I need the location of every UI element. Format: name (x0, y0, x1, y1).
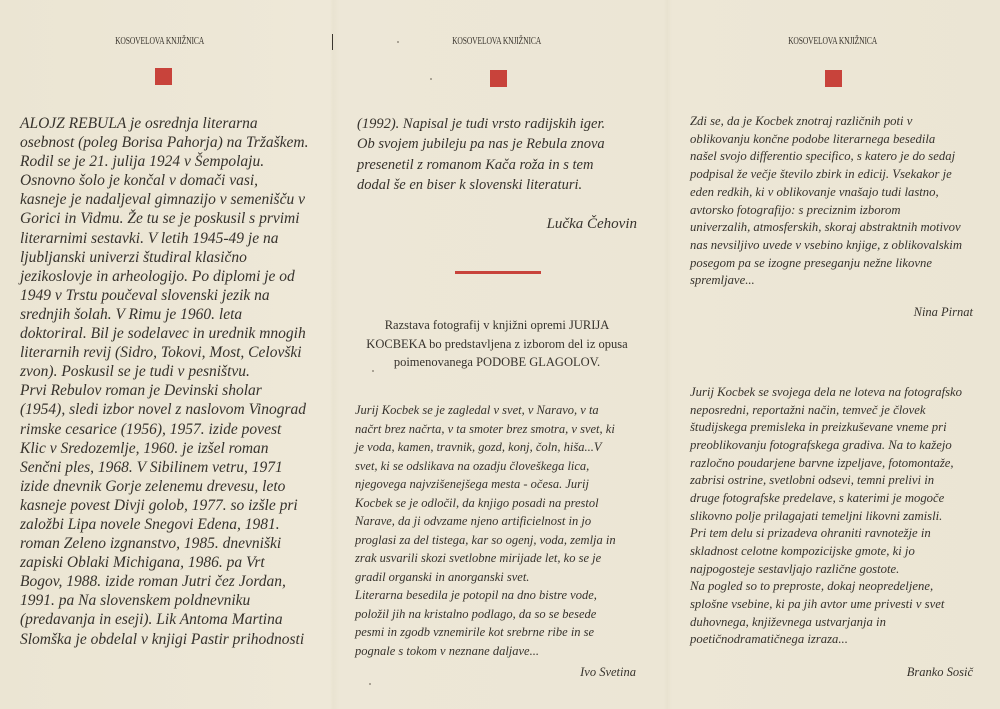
text-line: literarnih revij (Sidro, Tokovi, Most, Celovški (20, 344, 302, 362)
text-line: Na pogled so to preproste, dokaj neopredeljene, (690, 579, 934, 594)
text-line: avtorsko fotografijo: s preciznim izborom (690, 202, 901, 217)
red-square-ornament (490, 70, 507, 87)
text-line: pognale s tokom v neznane daljave... (355, 643, 539, 658)
text-line: 1949 v Trstu poučeval slovenski jezik na (20, 286, 270, 304)
author-signature: Branko Sosič (906, 665, 973, 679)
text-line: poimenovanega PODOBE GLAGOLOV. (393, 355, 601, 369)
text-line: spremljave... (690, 273, 755, 288)
text-line: neposredni, reportažni način, temveč je človek (690, 402, 926, 417)
text-line: Klic v Sredozemlje, 1960. je izšel roman (20, 439, 269, 457)
text-line: nas nevsiljivo uvede v vsebino knjige, z oblikovalskim (690, 237, 962, 252)
text-line: načrt brez načrta, v ta smoter brez smotra, v svet, ki (355, 421, 615, 436)
text-line: doktoriral. Bil je sodelavec in urednik mnogih (20, 325, 306, 343)
text-line: poetičnodramatičnega izraza... (690, 632, 848, 647)
author-signature: Nina Pirnat (913, 305, 973, 319)
text-line: druge fotografske predelave, s katerimi je mogoče (690, 490, 945, 505)
text-line: pesmi in zgodb vznemirile kot srebrne ribe in se (355, 625, 595, 639)
text-line: osebnost (poleg Borisa Pahorja) na Tržaškem. (20, 134, 309, 152)
text-line: Bogov, 1988. izide roman Jutri čez Jordan, (20, 573, 286, 591)
text-line: KOCBEKA bo predstavljena z izborom del iz opusa (366, 336, 628, 351)
text-line: Zdi se, da je Kocbek znotraj različnih poti v (690, 114, 913, 128)
text-line: zrak usvarili skozi svetlobne mirijade let, ko se je (355, 551, 602, 565)
exhibition-notice (347, 316, 647, 372)
text-line: roman Zeleno izgnanstvo, 1985. dnevniški (20, 535, 282, 553)
text-line: kasneje povest Divji golob, 1977. so izšle pri (20, 496, 298, 514)
text-line: (1992). Napisal je tudi vrsto radijskih iger. (357, 116, 606, 132)
text-line: izide dnevnik Gorje zelenemu drevesu, leto (20, 477, 286, 495)
text-line: gradil organski in anorganski svet. (355, 569, 530, 584)
text-line: rimske cesarice (1956), 1957. izide povest (20, 420, 282, 438)
text-line: preoblikovanju fotografskega gradiva. Na to kažejo (690, 437, 952, 452)
paper-speck (369, 683, 371, 685)
text-line: položil jih na kristalno podlago, da so se besede (355, 606, 597, 621)
text-line: proglasi za del tistega, kar so ogenj, voda, zemlja in (355, 532, 616, 547)
text-line: jezikoslovje in arheologijo. Po diplomi je od (20, 267, 295, 285)
text-line: Jurij Kocbek se svojega dela ne loteva na fotografsko (690, 385, 963, 399)
library-name: KOSOVELOVA KNJIŽNICA (788, 36, 878, 47)
text-line: 1991. pa Na slovenskem poldnevniku (20, 592, 251, 610)
svetina-review (355, 401, 616, 660)
text-line: njegovega najvzišenejšega mesta - očesa. Jurij (355, 477, 589, 491)
text-line: Senčni ples, 1968. V Sibilinem vetru, 1971 (20, 458, 283, 476)
text-line: Kocbek se je odločil, da knjigo posadi na prestol (355, 495, 599, 510)
text-line: razločno poudarjene barvne izpeljave, fotomontaže, (690, 455, 954, 470)
text-line: Prvi Rebulov roman je Devinski sholar (20, 382, 262, 400)
text-line: slikovno polje prilagajati temeljni likovni zamisli. (690, 508, 943, 523)
text-line: duhovnega, književnega ustvarjanja in (690, 614, 886, 629)
text-line: kasneje je nadaljeval gimnazijo v semenišču v (20, 191, 305, 209)
text-line: Jurij Kocbek se je zagledal v svet, v Naravo, v ta (355, 403, 599, 417)
text-line: Pri tem delu si prizadeva ohraniti ravnotežje in (690, 526, 931, 541)
text-line: Literarna besedila je potopil na dno bistre vode, (355, 588, 597, 602)
text-line: zapiski Oblaki Michigana, 1986. pa Vrt (20, 554, 265, 572)
rebula-biography (20, 114, 308, 649)
text-line: zvon). Poskusil se je tudi v pesništvu. (20, 363, 250, 381)
text-line: Osnovno šolo je končal v domači vasi, (20, 172, 259, 190)
paper-speck (430, 78, 432, 80)
column-2-header (397, 35, 597, 49)
text-line: dodal še en biser k slovenski literaturi. (357, 176, 583, 193)
text-line: posegom pa se izogne preseganju nežne likovne (690, 255, 932, 270)
text-line: študijskega premisleka in preizkuševane vneme pri (690, 420, 947, 435)
text-line: eden redkih, ki v oblikovanje vnašajo tudi lastno, (690, 184, 939, 199)
text-line: univerzalih, atmosferskih, skoraj abstraktnih motivov (690, 220, 961, 235)
text-line: (predavanja in eseji). Lik Antoma Martina (20, 611, 283, 629)
text-line: splošne vsebine, ki pa jih avtor ume privesti v svet (690, 596, 945, 611)
red-square-ornament (825, 70, 842, 87)
text-line: (1954), sledi izbor novel z naslovom Vinograd (20, 401, 307, 419)
text-line: Slomška je obdelal v knjigi Pastir prihodnosti (20, 630, 305, 648)
text-line: založbi Lipa novele Snegovi Edena, 1981. (20, 515, 280, 533)
text-line: svet, ki se odslikava na ozadju človeškega lica, (355, 458, 590, 473)
text-line: podpisal že večje število zbirk in edicij. Vsekakor je (690, 167, 952, 182)
red-square-ornament (155, 68, 172, 85)
pirnat-review (690, 113, 962, 290)
text-line: Rodil se je 21. julija 1924 v Šempolaju. (20, 153, 265, 171)
text-line: oblikovanju končne podobe literarnega besedila (690, 131, 936, 146)
fold-tick-mark (332, 34, 333, 50)
text-line: ljubljanski univerzi študiral klasično (20, 248, 247, 266)
text-line: zabrisi ostrine, svetlobni odsevi, temni prelivi in (690, 473, 935, 488)
column-1-header (60, 35, 260, 49)
text-line: Razstava fotografij v knjižni opremi JURIJA (384, 318, 610, 332)
sosic-review (690, 384, 962, 649)
library-name: KOSOVELOVA KNJIŽNICA (115, 36, 205, 47)
text-line: ALOJZ REBULA je osrednja literarna (20, 115, 258, 132)
text-line: našel svojo differentio specifico, s katero je do sedaj (690, 149, 956, 164)
text-line: skladnost celotne kompozicijske gmote, ki jo (690, 543, 915, 558)
text-line: Ob svojem jubileju pa nas je Rebula znova (357, 136, 605, 153)
text-line: presenetil z romanom Kača roža in s tem (357, 156, 594, 173)
column-3-header (733, 35, 933, 49)
text-line: je voda, kamen, travnik, gozd, konj, čoln, hiša...V (355, 440, 602, 454)
text-line: Gorici in Vidmu. Že tu se je poskusil s prvimi (20, 210, 300, 228)
text-line: srednjih šolah. V Rimu je 1960. leta (20, 305, 243, 323)
text-line: Narave, da ji odvzame njeno artificielnost in jo (355, 514, 592, 528)
library-name: KOSOVELOVA KNJIŽNICA (452, 36, 542, 47)
text-line: najpogosteje sestavljajo različne gostote. (690, 561, 900, 576)
rebula-biography-continued (357, 114, 605, 195)
author-signature: Ivo Svetina (580, 665, 636, 679)
author-signature: Lučka Čehovin (546, 216, 637, 232)
text-line: literarnimi sestavki. V letih 1945-49 je na (20, 229, 279, 247)
red-divider (455, 271, 541, 274)
